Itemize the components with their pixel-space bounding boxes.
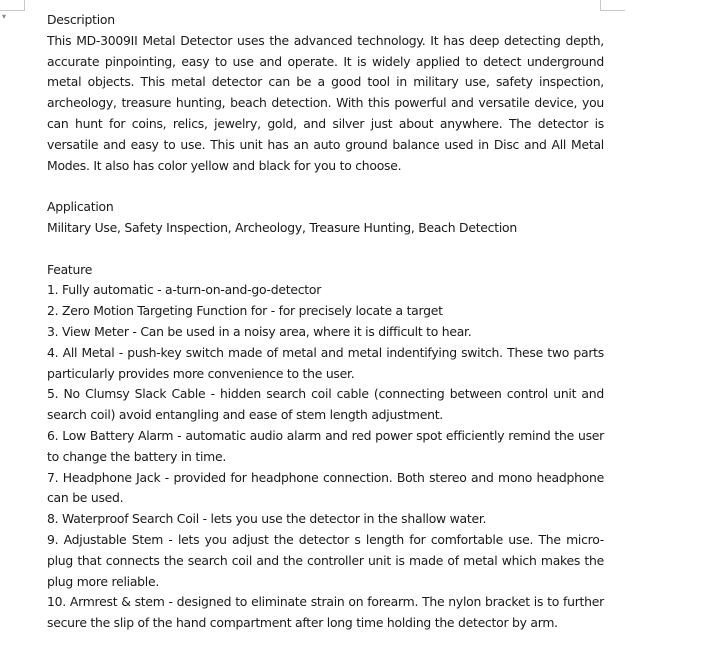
feature-item: 2. Zero Motion Targeting Function for - for precisely locate a target [47, 303, 443, 319]
feature-item: 7. Headphone Jack - provided for headphone connection. Both stereo and mono headphone can be used. [47, 469, 604, 506]
feature-item: 3. View Meter - Can be used in a noisy area, where it is difficult to hear. [47, 323, 472, 339]
feature-item: 1. Fully automatic - a-turn-on-and-go-detector [47, 282, 322, 298]
collapse-triangle-icon: ▾ [2, 12, 7, 21]
paragraph-spacer [47, 176, 604, 197]
application-heading: Application [47, 199, 114, 215]
feature-item: 8. Waterproof Search Coil - lets you use the detector in the shallow water. [47, 511, 487, 527]
paragraph-spacer [47, 239, 604, 260]
document-content [47, 10, 604, 634]
page-corner-mark-left [0, 0, 25, 11]
description-paragraph: This MD-3009II Metal Detector uses the advanced technology. It has deep detecting depth, accurate pinpointing, easy to use and operate. It is widely applied to detect underground metal objects. This metal detector can be a good tool in military use, safety inspection, archeology, treasure hunting, beach detection. With this powerful and versatile device, you can hunt for coins, relics, jewelry, gold, and silver just about anywhere. The detector is versatile and easy to use. This unit has an auto ground balance used in Disc and All Metal Modes. It also has color yellow and black for you to choose. [47, 32, 604, 173]
feature-heading: Feature [47, 261, 93, 277]
feature-item: 4. All Metal - push-key switch made of metal and metal indentifying switch. These two parts particularly provides more convenience to the user. [47, 344, 604, 381]
feature-item: 10. Armrest & stem - designed to eliminate strain on forearm. The nylon bracket is to further secure the slip of the hand compartment after long time holding the detector by arm. [47, 594, 604, 631]
feature-item: 5. No Clumsy Slack Cable - hidden search coil cable (connecting between control unit and search coil) avoid entangling and ease of stem length adjustment. [47, 386, 604, 423]
feature-item: 9. Adjustable Stem - lets you adjust the detector s length for comfortable use. The micro-plug that connects the search coil and the controller unit is made of metal which makes the plug more reliable. [47, 531, 604, 589]
description-heading: Description [47, 12, 115, 27]
feature-item: 6. Low Battery Alarm - automatic audio alarm and red power spot efficiently remind the user to change the battery in time. [47, 427, 604, 464]
application-paragraph: Military Use, Safety Inspection, Archeology, Treasure Hunting, Beach Detection [47, 219, 517, 235]
